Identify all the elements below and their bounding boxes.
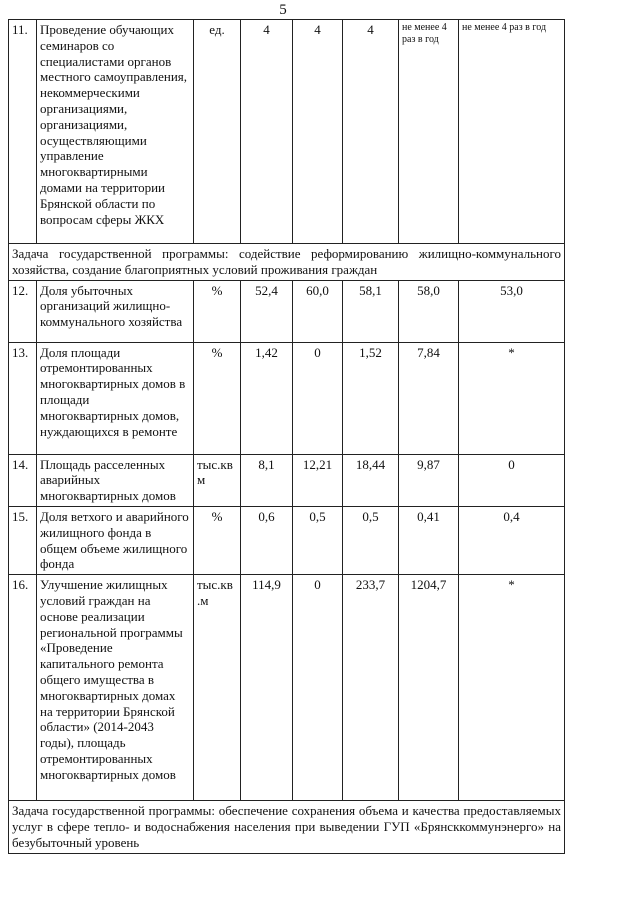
indicator-name: Доля убыточных организаций жилищно-коммунального хозяйства (37, 280, 194, 342)
indicator-name: Доля площади отремонтированных многоквартирных домов в площади многоквартирных домов, нуждающихся в ремонте (37, 342, 194, 454)
value-cell: 0,6 (241, 506, 293, 574)
value-cell: 1204,7 (399, 575, 459, 801)
task-row (9, 244, 565, 281)
value-cell: 58,1 (343, 280, 399, 342)
unit-cell: % (194, 342, 241, 454)
unit-cell: ед. (194, 20, 241, 244)
indicator-name: Доля ветхого и аварийного жилищного фонда в общем объеме жилищного фонда (37, 506, 194, 574)
indicators-table (8, 19, 565, 854)
value-cell: не менее 4 раз в год (459, 20, 565, 244)
task-text: Задача государственной программы: обеспечение сохранения объема и качества предоставляемых услуг в сфере тепло- и водоснабжения населения при выведении ГУП «Брянсккоммунэнерго» на безубыточный уровень (9, 801, 565, 853)
value-cell: не менее 4 раз в год (399, 20, 459, 244)
value-cell: 52,4 (241, 280, 293, 342)
value-cell: 0,5 (343, 506, 399, 574)
value-cell: * (459, 575, 565, 801)
value-cell: 18,44 (343, 454, 399, 506)
task-text: Задача государственной программы: содействие реформированию жилищно-коммунального хозяйства, создание благоприятных условий проживания граждан (9, 244, 565, 281)
value-cell: 60,0 (293, 280, 343, 342)
value-cell: 58,0 (399, 280, 459, 342)
value-cell: 4 (293, 20, 343, 244)
value-cell: 53,0 (459, 280, 565, 342)
unit-cell: % (194, 280, 241, 342)
row-number: 15. (9, 506, 37, 574)
indicator-name: Площадь расселенных аварийных многоквартирных домов (37, 454, 194, 506)
table-row (9, 575, 565, 801)
value-cell: 233,7 (343, 575, 399, 801)
value-cell: 9,87 (399, 454, 459, 506)
indicator-name: Проведение обучающих семинаров со специалистами органов местного самоуправления, некоммерческими организациями, организациями, осуществляющими управление многоквартирными домами на территории Брянской области по вопросам сферы ЖКХ (37, 20, 194, 244)
table-row (9, 342, 565, 454)
value-cell: 0,4 (459, 506, 565, 574)
value-cell: * (459, 342, 565, 454)
value-cell: 1,52 (343, 342, 399, 454)
row-number: 11. (9, 20, 37, 244)
row-number: 13. (9, 342, 37, 454)
table-row (9, 20, 565, 244)
value-cell: 4 (241, 20, 293, 244)
value-cell: 0 (293, 342, 343, 454)
row-number: 12. (9, 280, 37, 342)
row-number: 14. (9, 454, 37, 506)
table-row (9, 454, 565, 506)
table-row (9, 280, 565, 342)
value-cell: 0 (459, 454, 565, 506)
task-row (9, 801, 565, 853)
unit-cell: тыс.кв м (194, 454, 241, 506)
value-cell: 12,21 (293, 454, 343, 506)
unit-cell: % (194, 506, 241, 574)
value-cell: 7,84 (399, 342, 459, 454)
row-number: 16. (9, 575, 37, 801)
value-cell: 4 (343, 20, 399, 244)
value-cell: 114,9 (241, 575, 293, 801)
value-cell: 0 (293, 575, 343, 801)
value-cell: 1,42 (241, 342, 293, 454)
page-number: 5 (279, 2, 287, 18)
value-cell: 8,1 (241, 454, 293, 506)
value-cell: 0,5 (293, 506, 343, 574)
unit-cell: тыс.кв .м (194, 575, 241, 801)
table-row (9, 506, 565, 574)
value-cell: 0,41 (399, 506, 459, 574)
indicator-name: Улучшение жилищных условий граждан на основе реализации региональной программы «Проведение капитального ремонта общего имущества в многоквартирных домах на территории Брянской области» (2014-2043 годы), площадь отремонтированных многоквартирных домов (37, 575, 194, 801)
